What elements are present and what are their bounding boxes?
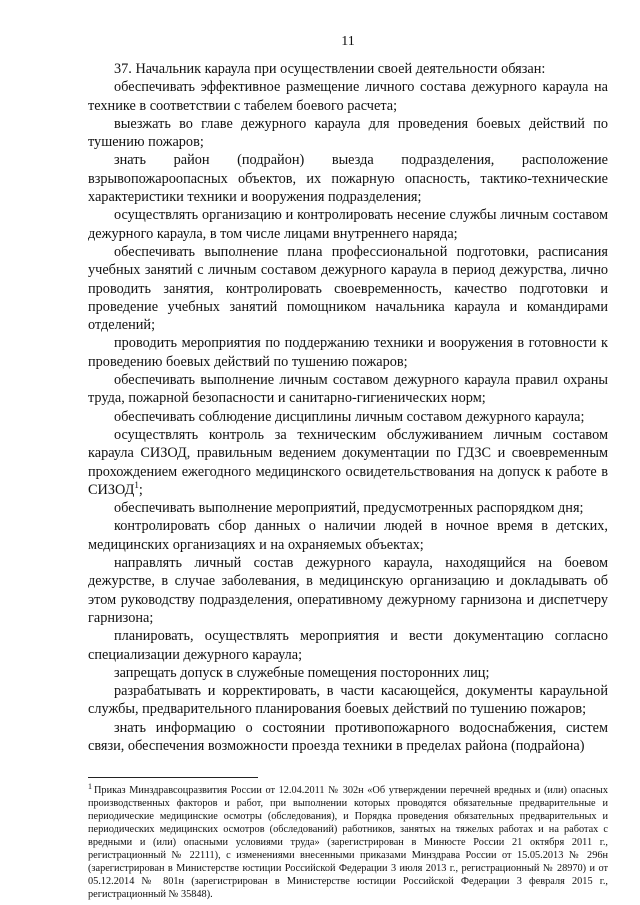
paragraph-duty: разрабатывать и корректировать, в части касающейся, документы караульной службы, предварительного планирования боевых действий по тушению пожаров; (88, 683, 608, 718)
page-number: 11 (341, 34, 355, 49)
footnote-marker: 1 (88, 781, 92, 791)
paragraph-duty: обеспечивать выполнение личным составом дежурного караула правил охраны труда, пожарной безопасности и санитарно-гигиенических норм; (88, 372, 608, 407)
paragraph-duty-with-footnote (88, 426, 608, 499)
footnote-text: Приказ Минздравсоцразвития России от 12.04.2011 № 302н «Об утверждении перечней вредных и (или) опасных производственных факторов и работ, при выполнении которых проводятся обязательные предварительные и периодические медицинские осмотры (обследования), и Порядка проведения обязательных предварительных и периодических медицинских осмотров (обследований) работников, занятых на тяжелых работах и на работах с вредными и (или) опасными условиями труда» (зарегистрирован в Минюсте России 21 октября 2011 г., регистрационный № 22111), с изменениями внесенными приказами Минздрава России от 15.05.2013 № 296н (зарегистрирован в Министерстве юстиции Российской Федерации 3 июля 2013 г., регистрационный № 28970) и от 05.12.2014 № 801н (зарегистрирован в Министерстве юстиции Российской Федерации 3 февраля 2015 г., регистрационный № 35848). (88, 785, 608, 901)
paragraph-duty: обеспечивать эффективное размещение личного состава дежурного караула на технике в соответствии с табелем боевого расчета; (88, 79, 608, 114)
paragraph-end-punctuation: ; (138, 481, 143, 498)
paragraph-duty: осуществлять организацию и контролировать несение службы личным составом дежурного караула, в том числе лицами внутреннего наряда; (88, 207, 608, 242)
footnote-separator (88, 777, 258, 778)
footnote (88, 781, 608, 901)
paragraph-clause-37: 37. Начальник караула при осуществлении своей деятельности обязан: (114, 61, 546, 77)
paragraph-duty: планировать, осуществлять мероприятия и вести документацию согласно специализации дежурного караула; (88, 628, 608, 663)
paragraph-duty: обеспечивать выполнение мероприятий, предусмотренных распорядком дня; (114, 500, 584, 517)
paragraph-text: осуществлять контроль за техническим обслуживанием личным составом караула СИЗОД, правильным ведением документации по ГДЗС и своевременным прохождением ежегодного медицинского освидетельствования на допуск к работе в СИЗОД (88, 426, 608, 498)
paragraph-duty: знать район (подрайон) выезда подразделения, расположение взрывопожароопасных объектов, их пожарную опасность, тактико-технические характеристики техники и вооружения подразделения; (88, 152, 608, 206)
paragraph-duty: знать информацию о состоянии противопожарного водоснабжения, систем связи, обеспечения возможности проезда техники в пределах района (подрайона) (88, 719, 608, 754)
paragraph-duty: проводить мероприятия по поддержанию техники и вооружения в готовности к проведению боевых действий по тушению пожаров; (88, 335, 608, 370)
paragraph-duty: контролировать сбор данных о наличии людей в ночное время в детских, медицинских организациях и на охраняемых объектах; (88, 518, 608, 553)
paragraph-duty: выезжать во главе дежурного караула для проведения боевых действий по тушению пожаров; (88, 115, 608, 151)
paragraph-duty: направлять личный состав дежурного караула, находящийся на боевом дежурстве, в случае заболевания, в медицинскую организацию и докладывать об этом руководству подразделения, оперативному дежурному гарнизона и диспетчеру гарнизона; (88, 555, 608, 626)
paragraph-duty: обеспечивать выполнение плана профессиональной подготовки, расписания учебных занятий с личным составом дежурного караула в период дежурства, лично проводить занятия, контролировать своевременность, качество подготовки и проведение учебных занятий помощником начальника караула и командирами отделений; (88, 243, 608, 334)
paragraph-duty: обеспечивать соблюдение дисциплины личным составом дежурного караула; (114, 408, 585, 425)
paragraph-duty: запрещать допуск в служебные помещения посторонних лиц; (114, 664, 490, 681)
footnote-reference: 1 (134, 480, 139, 491)
